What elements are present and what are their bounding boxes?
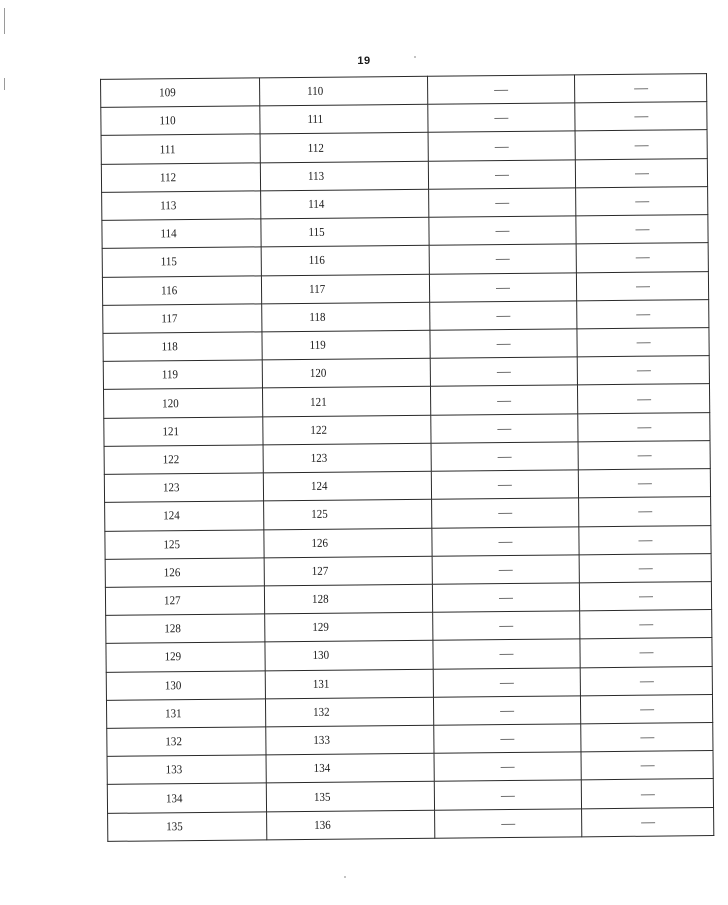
cell-dash: — [498, 533, 513, 548]
table-cell-col3 [430, 385, 577, 415]
cell-number: 112 [307, 140, 324, 155]
table-cell-col4 [577, 384, 709, 413]
cell-number: 121 [310, 394, 327, 409]
cell-number: 135 [166, 818, 183, 834]
table-cell-col4 [577, 356, 709, 385]
table-cell-col4 [575, 130, 707, 159]
cell-dash: — [638, 588, 653, 603]
table-cell-col4 [579, 497, 711, 526]
cell-number: 130 [164, 677, 182, 693]
table-cell-col1 [106, 642, 265, 672]
table-cell-col3 [432, 583, 579, 613]
table-cell-col1 [102, 191, 261, 221]
table-cell-col2 [260, 104, 428, 134]
table-cell-col1 [105, 529, 264, 559]
table-cell-col2 [261, 217, 429, 247]
cell-dash: — [635, 250, 650, 265]
cell-dash: — [636, 391, 651, 406]
cell-number: 115 [308, 224, 325, 240]
cell-dash: — [640, 786, 655, 801]
cell-dash: — [638, 616, 653, 632]
cell-number: 126 [163, 564, 181, 580]
cell-number: 121 [162, 423, 180, 439]
table-cell-col3 [434, 780, 581, 810]
table-cell-col2 [263, 471, 431, 501]
cell-dash: — [497, 420, 512, 435]
cell-number: 111 [159, 141, 176, 156]
table-cell-col2 [265, 641, 433, 671]
cell-number: 114 [308, 196, 325, 211]
cell-dash: — [640, 757, 655, 773]
table-cell-col1 [105, 501, 264, 531]
cell-dash: — [498, 561, 513, 576]
cell-number: 120 [309, 366, 327, 381]
table-cell-col3 [430, 357, 577, 387]
table-cell-col2 [264, 584, 432, 614]
table-cell-col1 [101, 134, 260, 164]
table-cell-col1 [103, 360, 262, 390]
cell-number: 133 [313, 732, 330, 748]
cell-dash: — [500, 787, 515, 802]
table-cell-col3 [430, 329, 577, 359]
table-cell-col1 [101, 106, 260, 136]
table-cell-col1 [105, 558, 264, 588]
cell-number: 110 [307, 83, 324, 99]
table-cell-col3 [435, 809, 582, 839]
table-cell-col4 [574, 74, 706, 103]
cell-dash: — [636, 334, 651, 349]
cell-dash: — [636, 362, 651, 378]
cell-dash: — [497, 392, 512, 407]
cell-number: 111 [307, 112, 324, 127]
table-cell-col1 [101, 163, 260, 193]
cell-number: 127 [311, 563, 329, 578]
table-cell-col3 [434, 752, 581, 782]
cell-dash: — [635, 306, 650, 321]
table-cell-col4 [580, 694, 712, 723]
cell-number: 109 [159, 85, 176, 100]
table-cell-col3 [428, 75, 575, 105]
cell-number: 118 [161, 339, 178, 354]
table-cell-col1 [102, 247, 261, 277]
cell-dash: — [640, 814, 655, 829]
table-cell-col4 [579, 525, 711, 554]
cell-number: 134 [165, 790, 183, 805]
table-cell-col2 [262, 387, 430, 417]
table-cell-col4 [577, 328, 709, 357]
cell-number: 127 [163, 593, 181, 608]
table-cell-col2 [260, 161, 428, 191]
cell-number: 126 [311, 535, 329, 550]
table-cell-col4 [579, 582, 711, 611]
table-cell-col2 [267, 810, 435, 840]
table-cell-col3 [428, 103, 575, 133]
cell-dash: — [494, 138, 509, 153]
cell-number: 110 [159, 113, 176, 128]
cell-dash: — [637, 504, 652, 519]
table-body [101, 74, 714, 842]
cell-dash: — [634, 165, 649, 180]
cell-number: 113 [160, 198, 177, 213]
table-cell-col2 [264, 556, 432, 586]
table-cell-col3 [428, 131, 575, 161]
page-number: 19 [357, 55, 371, 67]
cell-number: 124 [310, 478, 328, 494]
table-cell-col3 [432, 498, 579, 528]
table-cell-col1 [106, 670, 265, 700]
cell-number: 128 [311, 591, 329, 606]
table-cell-col4 [581, 723, 713, 752]
cell-dash: — [496, 364, 511, 379]
cell-dash: — [497, 477, 512, 492]
table-cell-col3 [433, 611, 580, 641]
table-cell-col3 [429, 188, 576, 218]
cell-dash: — [499, 590, 513, 605]
table-cell-col4 [575, 102, 707, 131]
table-cell-col1 [106, 614, 265, 644]
cell-dash: — [495, 194, 510, 210]
scan-artifact-mark [4, 8, 5, 34]
table-cell-col4 [576, 186, 708, 215]
table-cell-col3 [429, 272, 576, 302]
cell-dash: — [494, 82, 509, 97]
table-cell-col3 [430, 301, 577, 331]
cell-dash: — [500, 759, 515, 774]
table-row [108, 807, 714, 841]
table-cell-col1 [104, 473, 263, 503]
cell-number: 116 [308, 253, 325, 268]
cell-dash: — [500, 702, 515, 718]
cell-dash: — [635, 221, 649, 236]
table-cell-col1 [103, 304, 262, 334]
table-cell-col2 [261, 274, 429, 304]
cell-dash: — [501, 815, 516, 830]
cell-dash: — [633, 80, 648, 95]
table-cell-col2 [261, 189, 429, 219]
table-cell-col3 [428, 160, 575, 190]
table-cell-col3 [431, 413, 578, 443]
table-cell-col4 [580, 666, 712, 695]
cell-number: 115 [160, 254, 177, 269]
table-cell-col2 [266, 725, 434, 755]
table-cell-col2 [262, 302, 430, 332]
table-cell-col3 [429, 244, 576, 274]
table-cell-col1 [104, 445, 263, 475]
cell-dash: — [500, 731, 515, 746]
table-cell-col1 [105, 586, 264, 616]
cell-number: 131 [312, 676, 330, 691]
table-cell-col2 [263, 415, 431, 445]
table-cell-col2 [264, 500, 432, 530]
cell-number: 116 [160, 282, 178, 297]
cell-number: 136 [314, 817, 331, 832]
table-cell-col2 [266, 753, 434, 783]
cell-dash: — [637, 532, 652, 547]
table-cell-col4 [580, 610, 712, 639]
table-cell-col3 [431, 470, 578, 500]
cell-dash: — [494, 166, 509, 181]
cell-dash: — [639, 701, 654, 716]
table-cell-col2 [262, 330, 430, 360]
table-cell-col2 [265, 697, 433, 727]
scan-artifact-dot [344, 876, 346, 878]
cell-dash: — [496, 336, 511, 351]
cell-dash: — [639, 673, 654, 688]
table-cell-col2 [263, 443, 431, 473]
table-cell-col4 [580, 638, 712, 667]
table-cell-col2 [261, 246, 429, 276]
cell-number: 132 [313, 704, 330, 719]
cell-number: 117 [308, 281, 326, 296]
cell-number: 122 [310, 422, 328, 437]
table-cell-col1 [107, 727, 266, 757]
cell-dash: — [495, 223, 510, 238]
table-cell-col4 [578, 469, 710, 498]
table-cell-col2 [260, 133, 428, 163]
table-cell-col3 [432, 526, 579, 556]
cell-number: 118 [309, 309, 326, 324]
table-cell-col3 [429, 216, 576, 246]
cell-dash: — [637, 475, 652, 490]
table-cell-col4 [578, 412, 710, 441]
table-cell-col2 [264, 528, 432, 558]
table-cell-col2 [265, 612, 433, 642]
table-cell-col1 [104, 416, 263, 446]
cell-number: 129 [312, 620, 329, 635]
table-cell-col4 [579, 553, 711, 582]
table-cell-col4 [582, 807, 714, 837]
table-cell-col1 [102, 275, 261, 305]
cell-number: 133 [165, 762, 183, 777]
cell-dash: — [496, 279, 510, 294]
table-cell-col2 [260, 76, 428, 106]
table-cell-col3 [433, 696, 580, 726]
cell-number: 114 [160, 226, 177, 241]
cell-number: 119 [161, 367, 179, 382]
table-cell-col1 [108, 812, 267, 842]
cell-number: 132 [165, 734, 183, 749]
cell-dash: — [633, 108, 648, 124]
table-cell-col4 [576, 243, 708, 272]
table-cell-col2 [262, 358, 430, 388]
cell-number: 129 [164, 649, 182, 664]
cell-dash: — [639, 729, 654, 744]
table-cell-col1 [101, 78, 260, 108]
cell-dash: — [636, 419, 651, 434]
cell-number: 113 [307, 168, 325, 183]
cell-number: 123 [162, 480, 180, 495]
cell-dash: — [637, 447, 652, 462]
cell-number: 135 [313, 789, 331, 804]
scan-artifact-mark [4, 78, 5, 90]
cell-dash: — [499, 646, 514, 661]
table-cell-col1 [103, 332, 262, 362]
table-cell-col4 [581, 779, 713, 808]
table-cell-col3 [434, 724, 581, 754]
table-cell-col1 [106, 699, 265, 729]
cell-number: 125 [163, 536, 181, 551]
cell-dash: — [635, 278, 650, 293]
cell-number: 134 [313, 761, 331, 776]
table-cell-col3 [433, 639, 580, 669]
cell-dash: — [499, 674, 514, 689]
cell-number: 112 [159, 169, 177, 185]
table-cell-col4 [577, 299, 709, 328]
table-cell-col1 [103, 388, 262, 418]
cell-number: 117 [161, 311, 178, 326]
table-cell-col4 [576, 271, 708, 300]
table-cell-col1 [107, 755, 266, 785]
cell-number: 124 [163, 508, 180, 523]
cell-number: 131 [165, 706, 182, 721]
table-cell-col4 [578, 440, 710, 469]
cell-number: 128 [164, 621, 181, 636]
table-cell-col3 [431, 442, 578, 472]
data-table [100, 73, 714, 842]
table-cell-col4 [575, 158, 707, 187]
cell-dash: — [638, 560, 653, 575]
cell-dash: — [498, 505, 513, 520]
cell-number: 125 [311, 507, 328, 522]
table-cell-col4 [581, 751, 713, 780]
cell-dash: — [634, 137, 649, 152]
cell-number: 120 [162, 395, 179, 410]
cell-dash: — [634, 193, 649, 208]
cell-dash: — [495, 251, 510, 266]
cell-number: 119 [309, 337, 326, 352]
cell-dash: — [639, 645, 654, 660]
cell-dash: — [494, 110, 509, 125]
cell-dash: — [497, 448, 512, 464]
cell-dash: — [496, 307, 511, 322]
table-cell-col1 [107, 783, 266, 813]
table-cell-col3 [432, 555, 579, 585]
table-cell-col3 [433, 667, 580, 697]
cell-number: 130 [312, 648, 330, 663]
cell-dash: — [499, 618, 514, 633]
table-cell-col1 [102, 219, 261, 249]
cell-number: 123 [310, 450, 328, 465]
table-cell-col2 [266, 782, 434, 812]
cell-number: 122 [162, 452, 180, 467]
table-cell-col2 [265, 669, 433, 699]
table-cell-col4 [576, 215, 708, 244]
